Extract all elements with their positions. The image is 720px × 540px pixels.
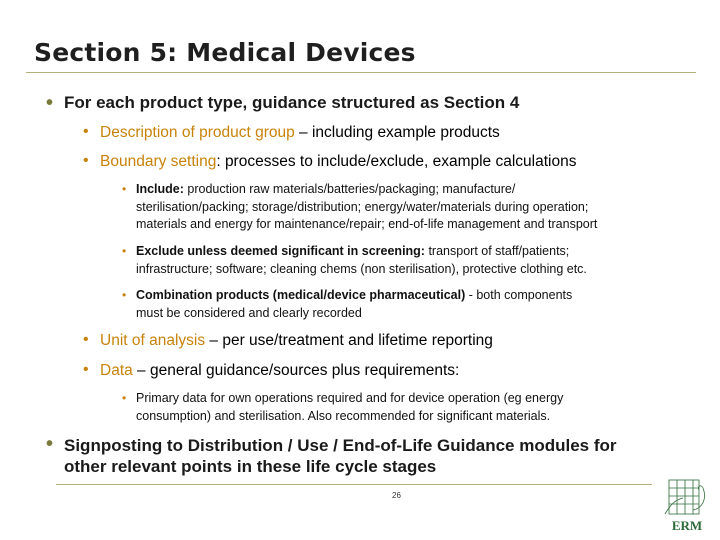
page-number: 26 — [392, 491, 401, 500]
bullet-signposting: • Signposting to Distribution / Use / End-of-Life Guidance modules for other relevant points in these life cycle stages — [46, 433, 617, 476]
bullet-boundary-setting: • Boundary setting: processes to include/exclude, example calculations — [83, 152, 577, 170]
bullet-data: • Data – general guidance/sources plus requirements: — [83, 361, 460, 379]
bullet-dot: • — [83, 152, 89, 169]
footer-divider — [56, 484, 652, 485]
bullet-dot: • — [46, 433, 54, 455]
slide-title: Section 5: Medical Devices — [34, 38, 416, 67]
bullet-exclude: • Exclude unless deemed significant in screening: transport of staff/patients; infrastructure; software; cleaning chems (non sterilisation), protective clothing etc. — [122, 244, 587, 276]
bullet-combination-products: • Combination products (medical/device pharmaceutical) - both components must be considered and clearly recorded — [122, 288, 573, 320]
logo-wordmark: ERM — [671, 518, 703, 533]
bullet-section-structure: • For each product type, guidance structured as Section 4 — [46, 92, 520, 114]
bullet-dot: • — [122, 244, 127, 258]
bullet-include: • Include: production raw materials/batteries/packaging; manufacture/ sterilisation/packing; storage/distribution; energy/water/materials during operation; materials and energy for maintenance/repair; end-of-life management and transport — [122, 182, 598, 231]
bullet-primary-data: • Primary data for own operations required and for device operation (eg energy consumption) and sterilisation. Also recommended for significant materials. — [122, 391, 564, 423]
bullet-dot: • — [46, 92, 54, 114]
bullet-dot: • — [122, 391, 127, 405]
title-divider — [26, 72, 696, 73]
erm-logo — [663, 474, 711, 534]
bullet-unit-of-analysis: • Unit of analysis – per use/treatment and lifetime reporting — [83, 331, 493, 349]
bullet-dot: • — [122, 288, 127, 302]
bullet-dot: • — [83, 331, 89, 348]
bullet-dot: • — [83, 123, 89, 140]
bullet-dot: • — [122, 182, 127, 196]
bullet-description: • Description of product group – including example products — [83, 123, 500, 141]
bullet-dot: • — [83, 361, 89, 378]
